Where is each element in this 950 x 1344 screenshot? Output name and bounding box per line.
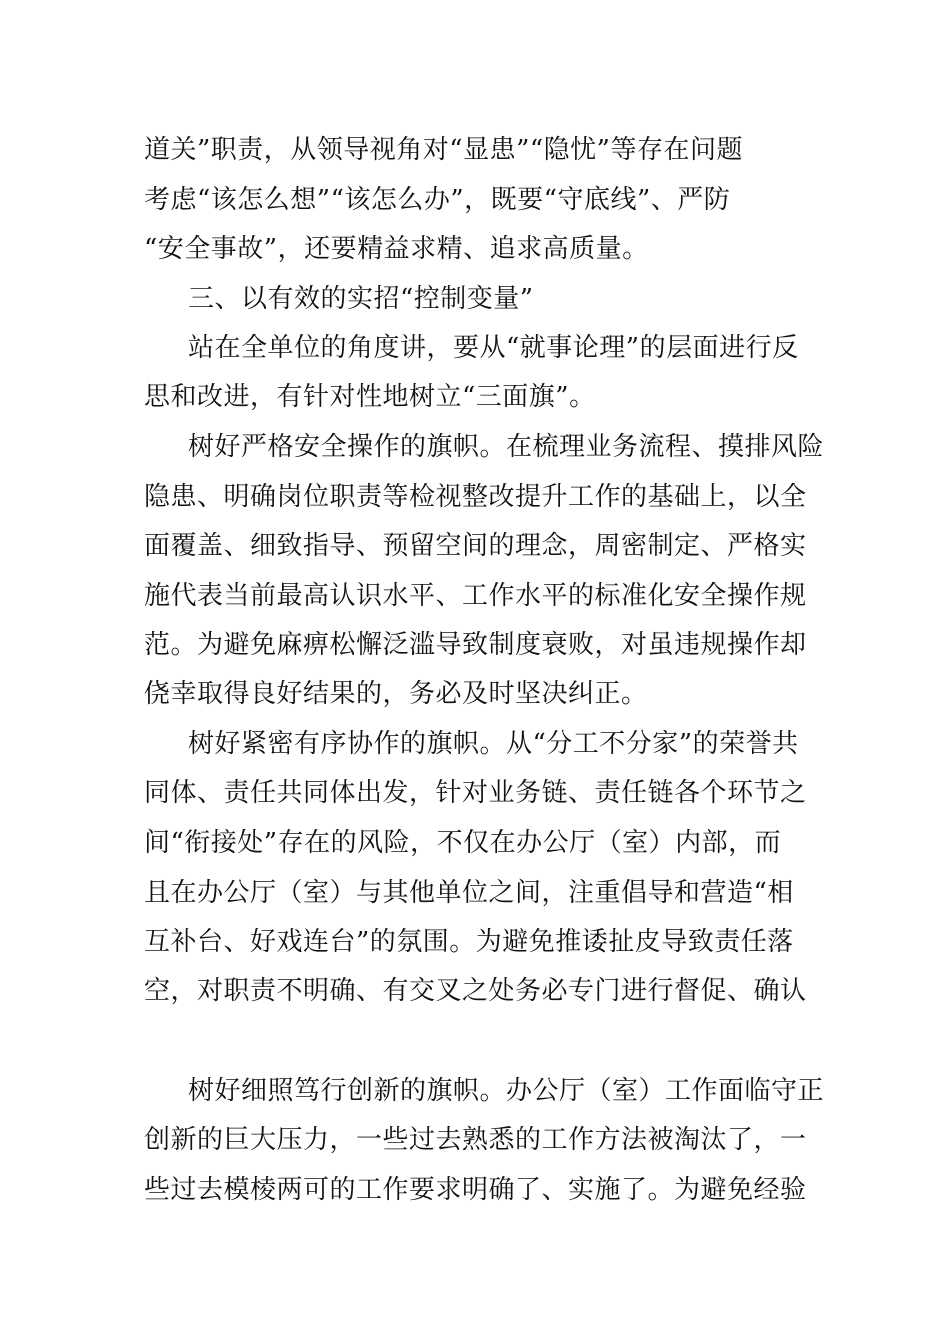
text-line: 考虑“该怎么想”“该怎么办”，既要“守底线”、严防 — [144, 185, 731, 215]
text-line: 树好严格安全操作的旗帜。在梳理业务流程、摸排风险 — [188, 432, 825, 462]
text-line: 隐患、明确岗位职责等检视整改提升工作的基础上，以全 — [144, 482, 807, 512]
text-line: 间“衔接处”存在的风险，不仅在办公厅（室）内部，而 — [144, 828, 782, 858]
text-line: 树好紧密有序协作的旗帜。从“分工不分家”的荣誉共 — [188, 729, 799, 759]
text-line: 面覆盖、细致指导、预留空间的理念，周密制定、严格实 — [144, 531, 807, 561]
text-line: 且在办公厅（室）与其他单位之间，注重倡导和营造“相 — [144, 878, 794, 908]
text-line: 施代表当前最高认识水平、工作水平的标准化安全操作规 — [144, 581, 807, 611]
text-line: 树好细照笃行创新的旗帜。办公厅（室）工作面临守正 — [188, 1076, 825, 1106]
text-line: “安全事故”，还要精益求精、追求高质量。 — [144, 234, 649, 264]
text-line: 互补台、好戏连台”的氛围。为避免推诿扯皮导致责任落 — [144, 927, 794, 957]
text-line: 站在全单位的角度讲，要从“就事论理”的层面进行反 — [188, 333, 799, 363]
text-line: 范。为避免麻痹松懈泛滥导致制度衰败，对虽违规操作却 — [144, 630, 807, 660]
text-line: 侥幸取得良好结果的，务必及时坚决纠正。 — [144, 679, 648, 709]
text-line: 道关”职责，从领导视角对“显患”“隐忧”等存在问题 — [144, 135, 743, 165]
text-line: 创新的巨大压力，一些过去熟悉的工作方法被淘汰了，一 — [144, 1125, 807, 1155]
text-line: 同体、责任共同体出发，针对业务链、责任链各个环节之 — [144, 778, 807, 808]
text-line: 空，对职责不明确、有交叉之处务必专门进行督促、确认 — [144, 976, 807, 1006]
section-heading: 三、以有效的实招“控制变量” — [188, 284, 534, 314]
text-line: 些过去模棱两可的工作要求明确了、实施了。为避免经验 — [144, 1175, 807, 1205]
text-line: 思和改进，有针对性地树立“三面旗”。 — [144, 382, 596, 412]
